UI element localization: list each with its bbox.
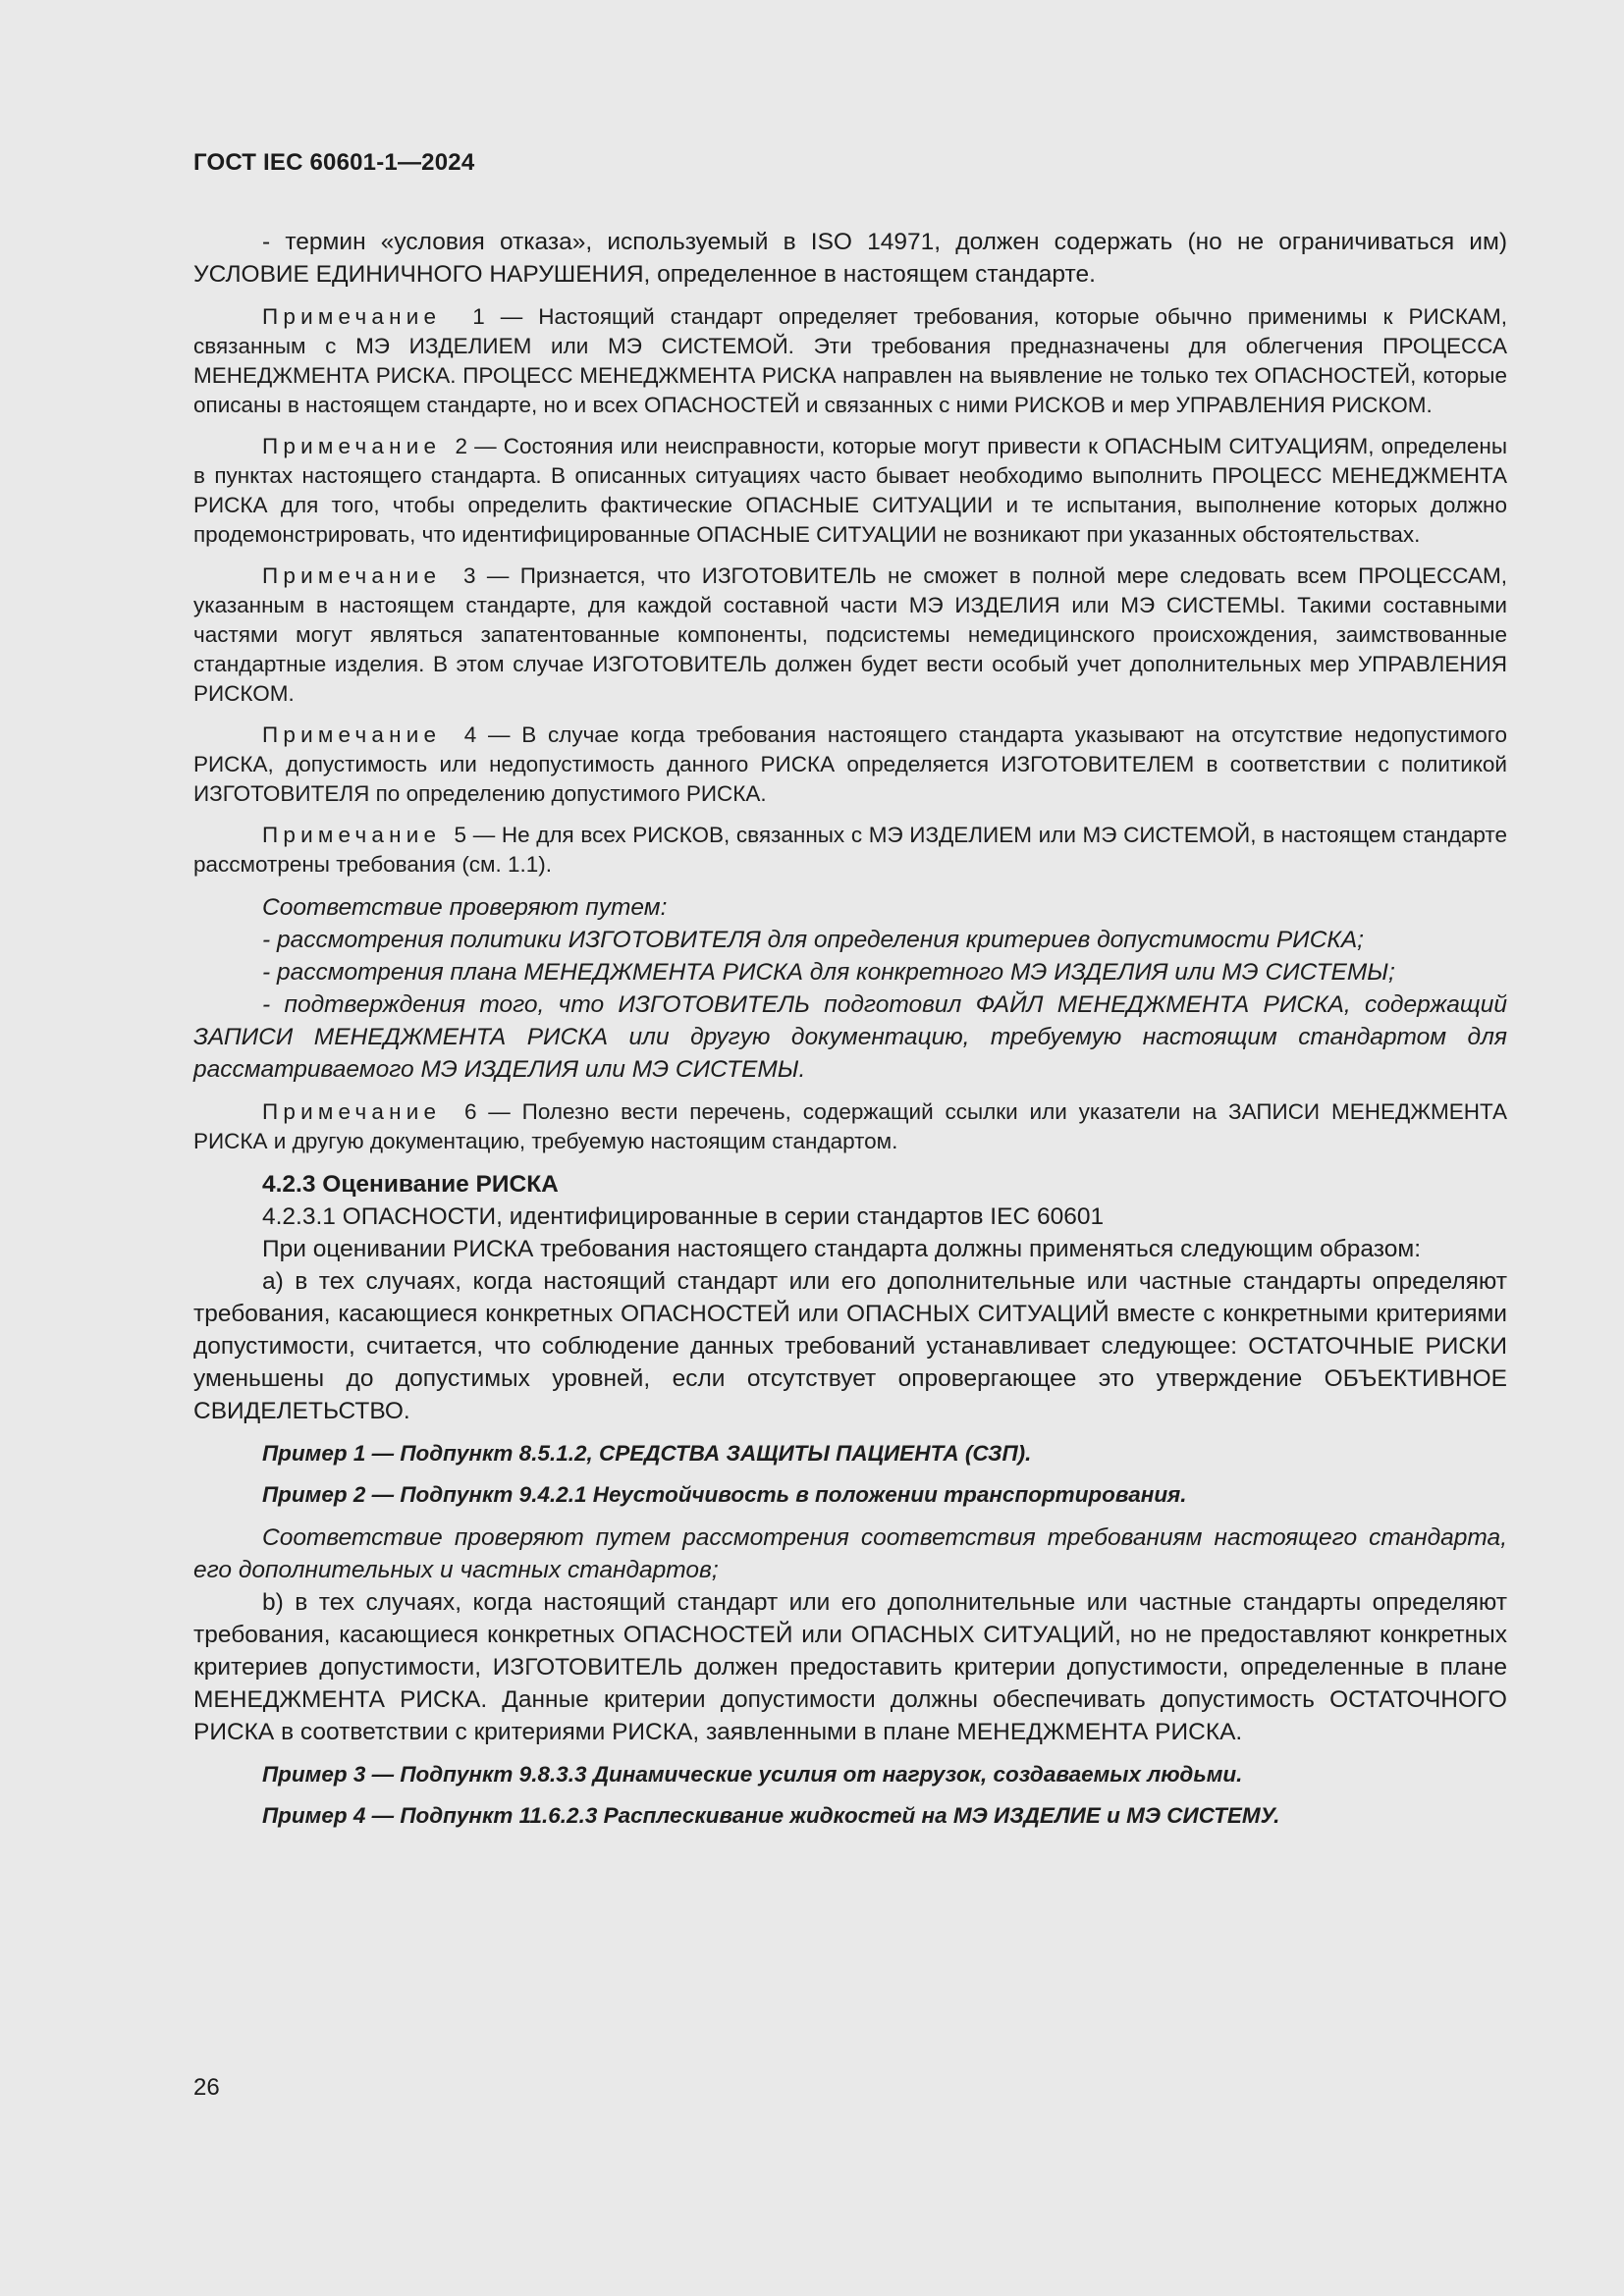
note-text: 4 — В случае когда требования настоящего стандарта указывают на отсутствие недопустимого РИСКА, допустимость или недопустимость данного РИСКА определяется ИЗГОТОВИТЕЛЕМ в соответствии с политикой ИЗГОТОВИТЕЛЯ по определению допустимого РИСКА. <box>193 722 1507 806</box>
paragraph: - термин «условия отказа», используемый в ISO 14971, должен содержать (но не ограничиваться им) УСЛОВИЕ ЕДИНИЧНОГО НАРУШЕНИЯ, определенное в настоящем стандарте. <box>193 229 1507 288</box>
note-text: 5 — Не для всех РИСКОВ, связанных с МЭ ИЗДЕЛИЕМ или МЭ СИСТЕМОЙ, в настоящем стандарте рассмотрены требования (см. 1.1). <box>193 823 1507 877</box>
section-heading: 4.2.3 Оценивание РИСКА <box>262 1171 559 1198</box>
compliance-text: Соответствие проверяют путем: <box>262 894 668 921</box>
note-text: 3 — Признается, что ИЗГОТОВИТЕЛЬ не сможет в полной мере следовать всем ПРОЦЕССАМ, указанным в настоящем стандарте, для каждой составной части МЭ ИЗДЕЛИЯ или МЭ СИСТЕМЫ. Такими составными частями могут являться запатентованные компоненты, подсистемы немедицинского происхождения, заимствованные стандартные изделия. В этом случае ИЗГОТОВИТЕЛЬ должен будет вести особый учет дополнительных мер УПРАВЛЕНИЯ РИСКОМ. <box>193 563 1507 706</box>
page-content <box>193 226 1507 1831</box>
compliance-item: - рассмотрения политики ИЗГОТОВИТЕЛЯ для определения критериев допустимости РИСКА; <box>262 927 1364 953</box>
paragraph: a) в тех случаях, когда настоящий стандарт или его дополнительные или частные стандарты определяют требования, касающиеся конкретных ОПАСНОСТЕЙ или ОПАСНЫХ СИТУАЦИЙ вместе с конкретными критериями допустимости, считается, что соблюдение данных требований устанавливает следующее: ОСТАТОЧНЫЕ РИСКИ уменьшены до допустимых уровней, если отсутствует опровергающее это утверждение ОБЪЕКТИВНОЕ СВИДЕЛЕТЬСТВО. <box>193 1268 1507 1424</box>
note-text: 6 — Полезно вести перечень, содержащий ссылки или указатели на ЗАПИСИ МЕНЕДЖМЕНТА РИСКА и другую документацию, требуемую настоящим стандартом. <box>193 1099 1507 1153</box>
note-paragraph <box>193 821 1507 880</box>
example-line: Пример 1 — Подпункт 8.5.1.2, СРЕДСТВА ЗАЩИТЫ ПАЦИЕНТА (СЗП). <box>262 1441 1032 1466</box>
note-label: Примечание <box>262 563 442 588</box>
page-number: 26 <box>193 2074 220 2101</box>
compliance-text: Соответствие проверяют путем рассмотрения соответствия требованиям настоящего стандарта, его дополнительных и частных стандартов; <box>193 1524 1507 1583</box>
note-paragraph <box>193 1097 1507 1156</box>
note-label: Примечание <box>262 304 442 329</box>
note-label: Примечание <box>262 434 442 458</box>
compliance-item: - рассмотрения плана МЕНЕДЖМЕНТА РИСКА для конкретного МЭ ИЗДЕЛИЯ или МЭ СИСТЕМЫ; <box>262 959 1395 986</box>
note-label: Примечание <box>262 1099 442 1124</box>
example-line: Пример 2 — Подпункт 9.4.2.1 Неустойчивость в положении транспортирования. <box>262 1482 1187 1507</box>
subsection-heading: 4.2.3.1 ОПАСНОСТИ, идентифицированные в серии стандартов IEC 60601 <box>262 1203 1105 1230</box>
note-text: 2 — Состояния или неисправности, которые могут привести к ОПАСНЫМ СИТУАЦИЯМ, определены в пунктах настоящего стандарта. В описанных ситуациях часто бывает необходимо выполнить ПРОЦЕСС МЕНЕДЖМЕНТА РИСКА для того, чтобы определить фактические ОПАСНЫЕ СИТУАЦИИ и те испытания, выполнение которых должно продемонстрировать, что идентифицированные ОПАСНЫЕ СИТУАЦИИ не возникают при указанных обстоятельствах. <box>193 434 1507 547</box>
note-paragraph <box>193 432 1507 550</box>
note-text: 1 — Настоящий стандарт определяет требования, которые обычно применимы к РИСКАМ, связанным с МЭ ИЗДЕЛИЕМ или МЭ СИСТЕМОЙ. Эти требования предназначены для облегчения ПРОЦЕССА МЕНЕДЖМЕНТА РИСКА. ПРОЦЕСС МЕНЕДЖМЕНТА РИСКА направлен на выявление не только тех ОПАСНОСТЕЙ, которые описаны в настоящем стандарте, но и всех ОПАСНОСТЕЙ и связанных с ними РИСКОВ и мер УПРАВЛЕНИЯ РИСКОМ. <box>193 304 1507 417</box>
example-line: Пример 4 — Подпункт 11.6.2.3 Расплескивание жидкостей на МЭ ИЗДЕЛИЕ и МЭ СИСТЕМУ. <box>262 1803 1280 1828</box>
note-paragraph <box>193 561 1507 709</box>
document-header: ГОСТ IEC 60601-1—2024 <box>193 149 475 176</box>
compliance-item: - подтверждения того, что ИЗГОТОВИТЕЛЬ подготовил ФАЙЛ МЕНЕДЖМЕНТА РИСКА, содержащий ЗАПИСИ МЕНЕДЖМЕНТА РИСКА или другую документацию, требуемую настоящим стандартом для рассматриваемого МЭ ИЗДЕЛИЯ или МЭ СИСТЕМЫ. <box>193 991 1507 1083</box>
note-paragraph <box>193 302 1507 420</box>
paragraph: При оценивании РИСКА требования настоящего стандарта должны применяться следующим образом: <box>262 1236 1422 1262</box>
paragraph: b) в тех случаях, когда настоящий стандарт или его дополнительные или частные стандарты определяют требования, касающиеся конкретных ОПАСНОСТЕЙ или ОПАСНЫХ СИТУАЦИЙ, но не предоставляют конкретных критериев допустимости, ИЗГОТОВИТЕЛЬ должен предоставить критерии допустимости, определенные в плане МЕНЕДЖМЕНТА РИСКА. Данные критерии допустимости должны обеспечивать допустимость ОСТАТОЧНОГО РИСКА в соответствии с критериями РИСКА, заявленными в плане МЕНЕДЖМЕНТА РИСКА. <box>193 1589 1507 1745</box>
example-line: Пример 3 — Подпункт 9.8.3.3 Динамические усилия от нагрузок, создаваемых людьми. <box>262 1762 1243 1787</box>
note-label: Примечание <box>262 823 442 847</box>
note-label: Примечание <box>262 722 442 747</box>
note-paragraph <box>193 721 1507 809</box>
